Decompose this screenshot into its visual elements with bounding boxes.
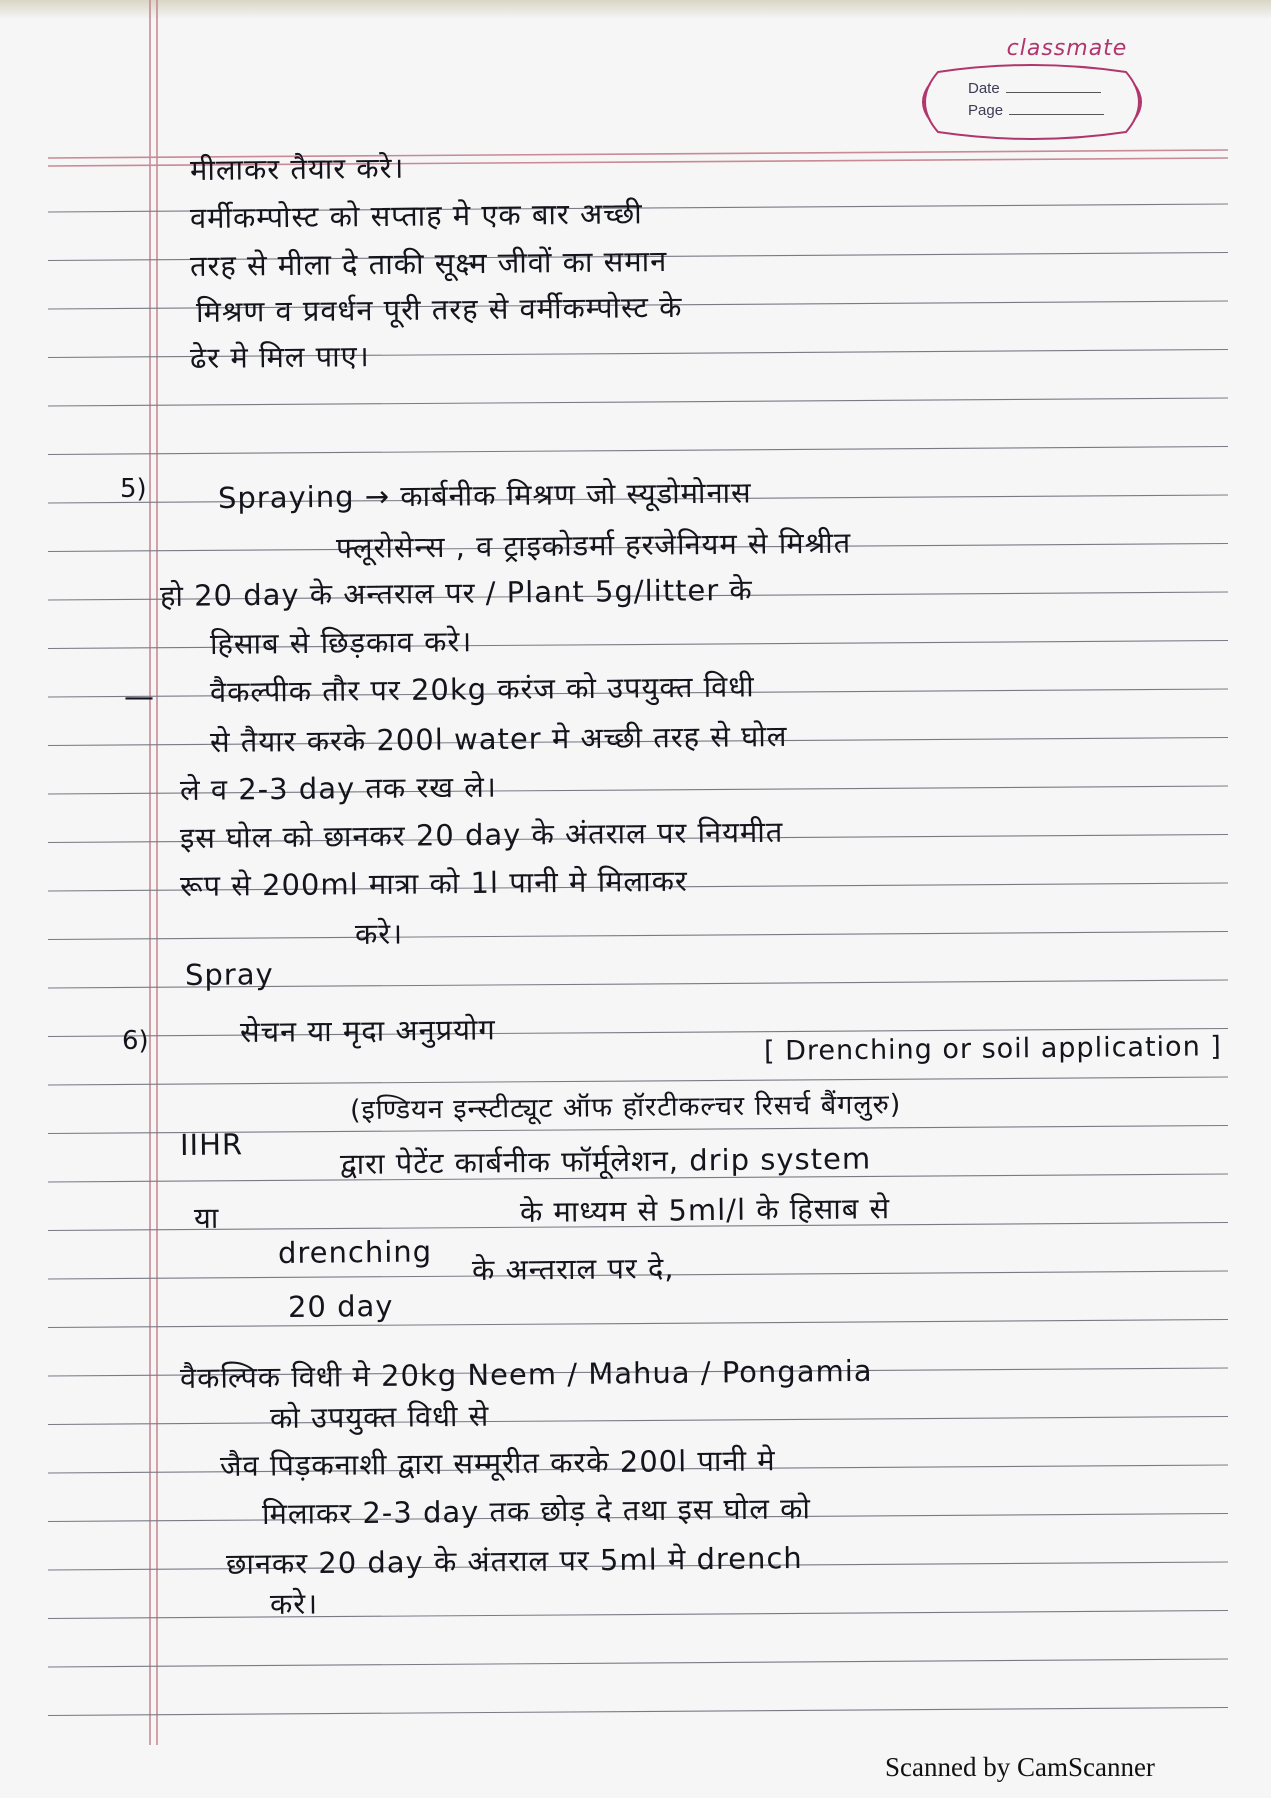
text-line: छानकर 20 day के अंतराल पर 5ml मे drench [225,1540,803,1581]
notebook-brand-logo: classmate [1006,36,1128,61]
ruled-line [48,398,1228,406]
text-line: तरह से मीला दे ताकी सूक्ष्म जीवों का समान [189,244,668,283]
text-line: वर्मीकम्पोस्ट को सप्ताह मे एक बार अच्छी [189,196,643,235]
bullet-dash: — [124,680,154,715]
text-line: मिलाकर 2-3 day तक छोड़ दे तथा इस घोल को [261,1491,812,1531]
page-field: Page [968,102,1104,119]
text-line: ले व 2-3 day तक रख ले। [179,769,498,807]
date-field: Date [968,80,1101,97]
text-line: ढेर मे मिल पाए। [189,339,370,375]
text-line: [ Drenching or soil application ] [763,1031,1222,1067]
text-line: drenching [277,1234,433,1270]
text-line: Spraying → कार्बनीक मिश्रण जो स्यूडोमोनास [217,475,752,515]
ruled-line [48,1417,1228,1425]
text-line: फ्लूरोसेन्स , व ट्राइकोडर्मा हरजेनियम से मिश्रीत [335,525,852,565]
ruled-line [48,447,1228,455]
ruled-line [48,1659,1228,1667]
text-line: वैकल्पिक विधी मे 20kg Neem / Mahua / Pongamia [179,1353,873,1395]
ruled-line [48,1077,1228,1085]
text-line: द्वारा पेटेंट कार्बनीक फॉर्मूलेशन, drip system [339,1141,872,1181]
text-line: को उपयुक्त विधी से [269,1398,490,1435]
text-line: इस घोल को छानकर 20 day के अंतराल पर नियमीत [179,814,784,855]
text-line: वैकल्पीक तौर पर 20kg करंज को उपयुक्त विधी [209,669,755,709]
text-line: 20 day [287,1288,394,1324]
text-line: मीलाकर तैयार करे। [189,150,405,187]
ruled-line [48,1320,1228,1328]
ruled-line [48,1708,1228,1716]
text-line: हिसाब से छिड़काव करे। [209,624,473,661]
ruled-line [48,1611,1228,1619]
text-line: Spray [184,957,274,992]
text-line: जैव पिड़कनाशी द्वारा सम्मूरीत करके 200l पानी मे [219,1443,776,1483]
text-line: करे। [269,1586,319,1621]
text-line: के माध्यम से 5ml/l के हिसाब से [519,1191,891,1229]
section-number: 6) [122,1026,149,1056]
text-line: से तैयार करके 200l water मे अच्छी तरह से घोल [209,718,788,759]
text-line: (इण्डियन इन्स्टीट्यूट ऑफ हॉरटीकल्चर रिसर्च बैंगलुरु) [349,1089,902,1126]
text-line: सेचन या मृदा अनुप्रयोग [239,1012,496,1049]
ruled-line [48,932,1228,940]
text-line: या [193,1200,220,1235]
text-line: मिश्रण व प्रवर्धन पूरी तरह से वर्मीकम्पोस्ट के [195,289,683,329]
text-line: करे। [354,916,404,951]
text-line: IIHR [179,1127,244,1162]
text-line: के अन्तराल पर दे, [471,1250,675,1287]
text-line: हो 20 day के अन्तराल पर / Plant 5g/litter के [159,572,753,613]
section-number: 5) [120,474,147,504]
text-line: रूप से 200ml मात्रा को 1l पानी मे मिलाकर [179,863,688,903]
scanner-watermark: Scanned by CamScanner [885,1752,1155,1782]
